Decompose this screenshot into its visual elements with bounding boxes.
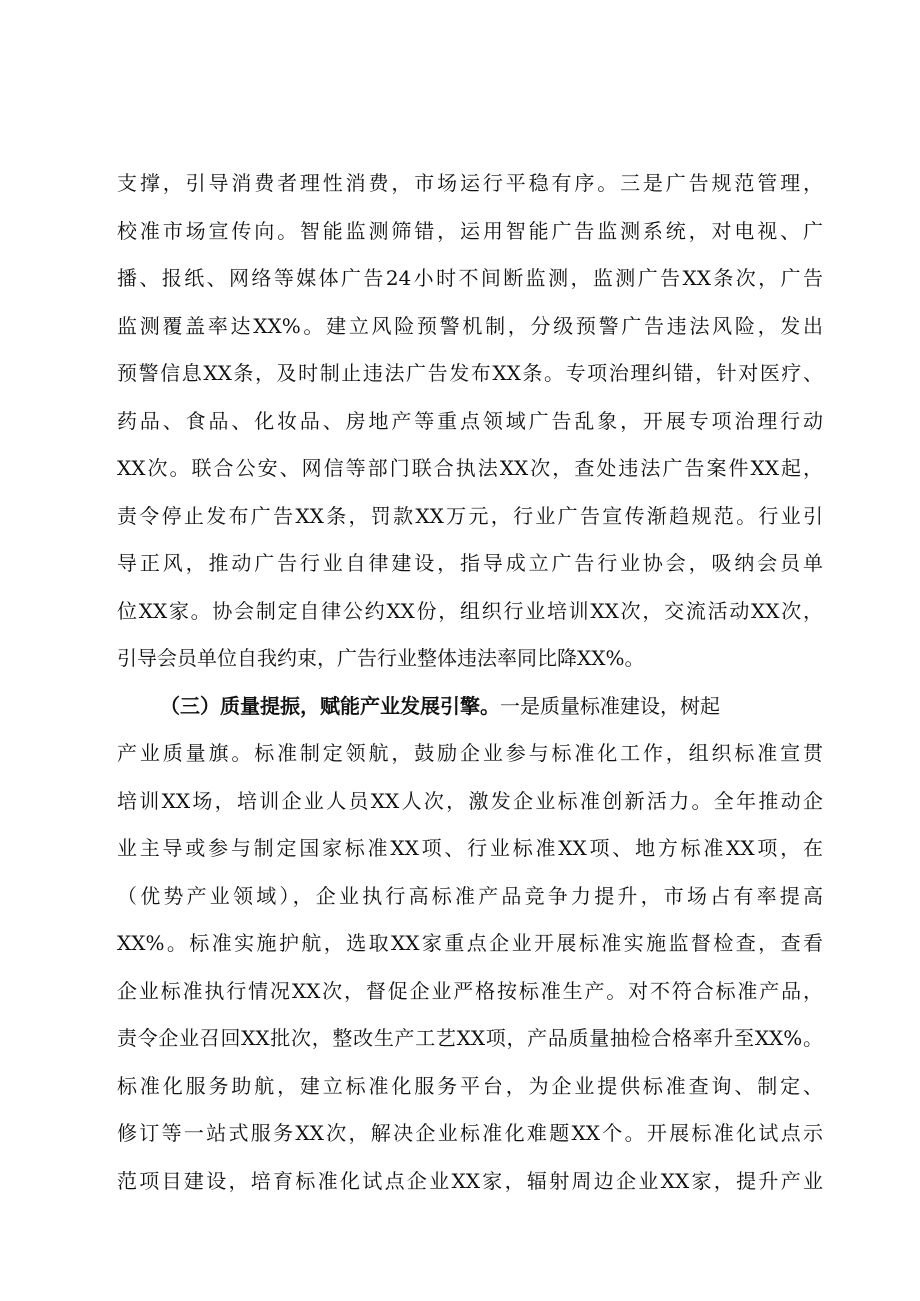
text-line: 责令企业召回XX批次，整改生产工艺XX项，产品质量抽检合格率升至XX%。	[117, 1026, 823, 1050]
text-line: 支撑，引导消费者理性消费，市场运行平稳有序。三是广告规范管理，	[117, 171, 823, 195]
text-line: 培训XX场，培训企业人员XX人次，激发企业标准创新活力。全年推动企	[117, 789, 823, 813]
text-line: 产业质量旗。标准制定领航，鼓励企业参与标准化工作，组织标准宣贯	[117, 741, 823, 765]
text-line: 修订等一站式服务XX次，解决企业标准化难题XX个。开展标准化试点示	[117, 1121, 823, 1145]
text-line: （优势产业领域），企业执行高标准产品竞争力提升，市场占有率提高	[117, 884, 823, 908]
text-line: 业主导或参与制定国家标准XX项、行业标准XX项、地方标准XX项，在	[117, 836, 823, 860]
section-heading: （三）质量提振，赋能产业发展引擎。	[160, 694, 500, 718]
text-span: 一是质量标准建设，树起	[500, 694, 720, 718]
text-line: 位XX家。协会制定自律公约XX份，组织行业培训XX次，交流活动XX次，	[117, 599, 823, 623]
text-line: XX%。标准实施护航，选取XX家重点企业开展标准实施监督检查，查看	[117, 931, 823, 955]
text-line: 监测覆盖率达XX%。建立风险预警机制，分级预警广告违法风险，发出	[117, 314, 823, 338]
text-line: 责令停止发布广告XX条，罚款XX万元，行业广告宣传渐趋规范。行业引	[117, 504, 823, 528]
text-line: 标准化服务助航，建立标准化服务平台，为企业提供标准查询、制定、	[117, 1074, 823, 1098]
text-line: 引导会员单位自我约束，广告行业整体违法率同比降XX%。	[117, 646, 645, 670]
text-line: 预警信息XX条，及时制止违法广告发布XX条。专项治理纠错，针对医疗、	[117, 361, 823, 385]
text-line: 校准市场宣传向。智能监测筛错，运用智能广告监测系统，对电视、广	[117, 219, 823, 243]
paragraph-first-line	[160, 688, 823, 724]
text-line: XX次。联合公安、网信等部门联合执法XX次，查处违法广告案件XX起，	[117, 456, 823, 480]
text-line: 范项目建设，培育标准化试点企业XX家，辐射周边企业XX家，提升产业	[117, 1169, 823, 1193]
text-line: 药品、食品、化妆品、房地产等重点领域广告乱象，开展专项治理行动	[117, 409, 823, 433]
text-line: 企业标准执行情况XX次，督促企业严格按标准生产。对不符合标准产品，	[117, 979, 823, 1003]
text-line: 播、报纸、网络等媒体广告24小时不间断监测，监测广告XX条次，广告	[117, 266, 823, 290]
text-line: 导正风，推动广告行业自律建设，指导成立广告行业协会，吸纳会员单	[117, 551, 823, 575]
